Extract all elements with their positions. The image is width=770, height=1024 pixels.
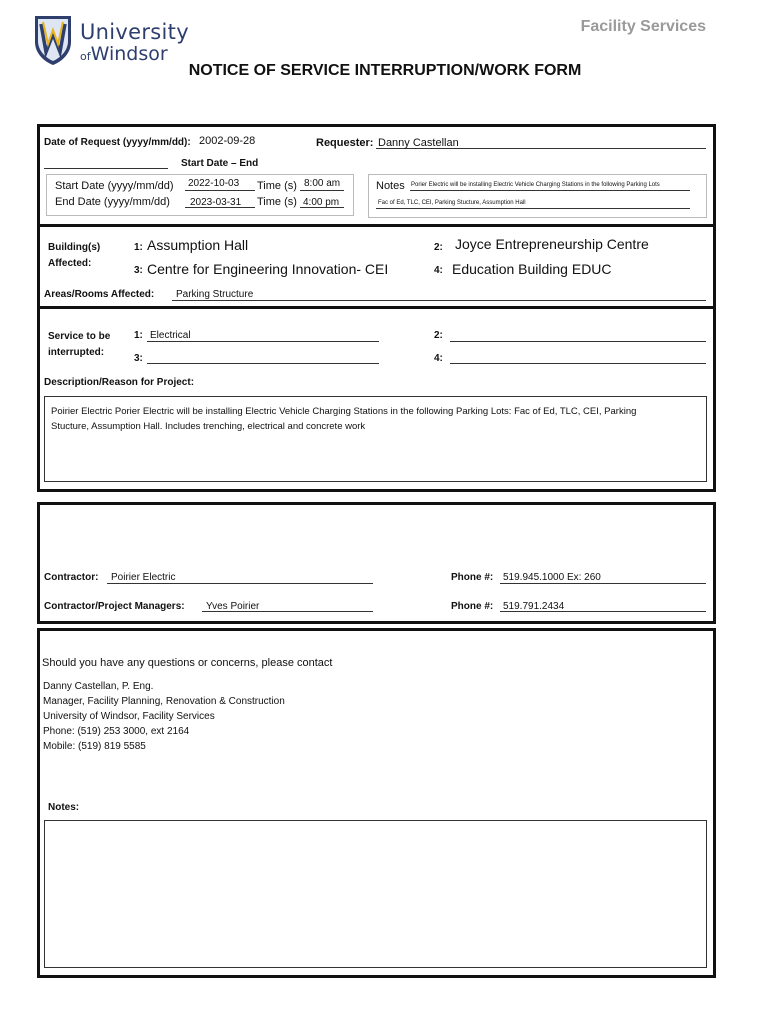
building-4-value[interactable]: Education Building EDUC xyxy=(452,261,612,277)
service-2-number: 2: xyxy=(434,330,443,341)
buildings-label-line2: Affected: xyxy=(48,258,92,269)
requester-continuation-line xyxy=(44,168,168,169)
date-of-request-label: Date of Request (yyyy/mm/dd): xyxy=(44,137,191,148)
notes-box-top xyxy=(368,174,707,218)
areas-rooms-value[interactable]: Parking Structure xyxy=(176,289,254,300)
contractor-phone-label: Phone #: xyxy=(451,572,494,583)
areas-rooms-label: Areas/Rooms Affected: xyxy=(44,289,155,300)
university-shield-logo xyxy=(33,14,73,66)
notes-underline-1 xyxy=(410,190,690,191)
building-4-number: 4: xyxy=(434,265,443,276)
start-time-label: Time (s) xyxy=(257,180,297,192)
requester-value[interactable]: Danny Castellan xyxy=(378,137,459,149)
building-2-value[interactable]: Joyce Entrepreneurship Centre xyxy=(455,236,649,252)
notes-textbox[interactable] xyxy=(44,820,707,968)
start-time-value[interactable]: 8:00 am xyxy=(304,178,341,189)
buildings-label-line1: Building(s) xyxy=(48,242,101,253)
building-2-number: 2: xyxy=(434,242,443,253)
requester-label: Requester: xyxy=(316,137,374,149)
building-3-value[interactable]: Centre for Engineering Innovation- CEI xyxy=(147,261,389,277)
logo-wordmark-windsor: ofWindsor xyxy=(80,43,168,65)
contractor-label: Contractor: xyxy=(44,572,99,583)
notes-underline-2 xyxy=(376,208,690,209)
service-1-underline xyxy=(147,341,379,342)
form-title: NOTICE OF SERVICE INTERRUPTION/WORK FORM xyxy=(188,62,582,79)
manager-phone-label: Phone #: xyxy=(451,601,494,612)
areas-rooms-underline xyxy=(172,300,706,301)
start-time-underline xyxy=(300,190,344,191)
end-time-label: Time (s) xyxy=(257,196,297,208)
end-time-value[interactable]: 4:00 pm xyxy=(303,197,340,208)
contact-phone: Phone: (519) 253 3000, ext 2164 xyxy=(43,726,190,737)
contact-organization: University of Windsor, Facility Services xyxy=(43,711,215,722)
service-3-number: 3: xyxy=(134,353,143,364)
building-3-number: 3: xyxy=(134,265,143,276)
notes-text-line2[interactable]: Fac of Ed, TLC, CEI, Parking Stucture, Assumption Hall xyxy=(378,200,526,206)
start-date-label: Start Date (yyyy/mm/dd) xyxy=(55,180,174,192)
notes-section-label: Notes: xyxy=(48,802,80,813)
service-1-number: 1: xyxy=(134,330,143,341)
project-managers-value[interactable]: Yves Poirier xyxy=(206,601,260,612)
logo-wordmark-university: University xyxy=(80,20,189,44)
contact-name: Danny Castellan, P. Eng. xyxy=(43,681,154,692)
service-2-underline[interactable] xyxy=(450,341,706,342)
contact-intro: Should you have any questions or concerns, please contact xyxy=(42,657,333,669)
description-line2: Stucture, Assumption Hall. Includes trenching, electrical and concrete work xyxy=(51,421,366,432)
manager-phone-value[interactable]: 519.791.2434 xyxy=(503,601,565,612)
start-end-heading: Start Date – End xyxy=(181,158,259,169)
contractor-phone-value[interactable]: 519.945.1000 Ex: 260 xyxy=(503,572,601,583)
service-3-underline[interactable] xyxy=(147,363,379,364)
notes-text-line1[interactable]: Porier Electric will be installing Electric Vehicle Charging Stations in the following Parking Lots xyxy=(411,182,660,188)
start-date-value[interactable]: 2022-10-03 xyxy=(188,178,240,189)
service-label-line2: interrupted: xyxy=(48,347,105,358)
date-of-request-value[interactable]: 2002-09-28 xyxy=(199,135,256,147)
contractor-underline xyxy=(107,583,373,584)
description-label: Description/Reason for Project: xyxy=(44,377,195,388)
service-1-value[interactable]: Electrical xyxy=(150,330,191,341)
service-label-line1: Service to be xyxy=(48,331,111,342)
description-line1: Poirier Electric Porier Electric will be installing Electric Vehicle Charging Stations in the following Parking Lots: Fac of Ed, TLC, CEI, Parking xyxy=(51,406,637,417)
building-1-value[interactable]: Assumption Hall xyxy=(147,237,249,253)
end-date-label: End Date (yyyy/mm/dd) xyxy=(55,196,170,208)
contact-title: Manager, Facility Planning, Renovation & Construction xyxy=(43,696,285,707)
section-divider xyxy=(39,306,714,309)
start-date-underline xyxy=(185,190,255,191)
building-1-number: 1: xyxy=(134,242,143,253)
project-managers-label: Contractor/Project Managers: xyxy=(44,601,185,612)
contact-mobile: Mobile: (519) 819 5585 xyxy=(43,741,146,752)
contractor-value[interactable]: Poirier Electric xyxy=(111,572,176,583)
service-4-underline[interactable] xyxy=(450,363,706,364)
service-4-number: 4: xyxy=(434,353,443,364)
notes-label: Notes xyxy=(376,180,405,192)
end-date-value[interactable]: 2023-03-31 xyxy=(190,197,242,208)
department-name: Facility Services xyxy=(580,18,706,35)
contractor-phone-underline xyxy=(500,583,706,584)
